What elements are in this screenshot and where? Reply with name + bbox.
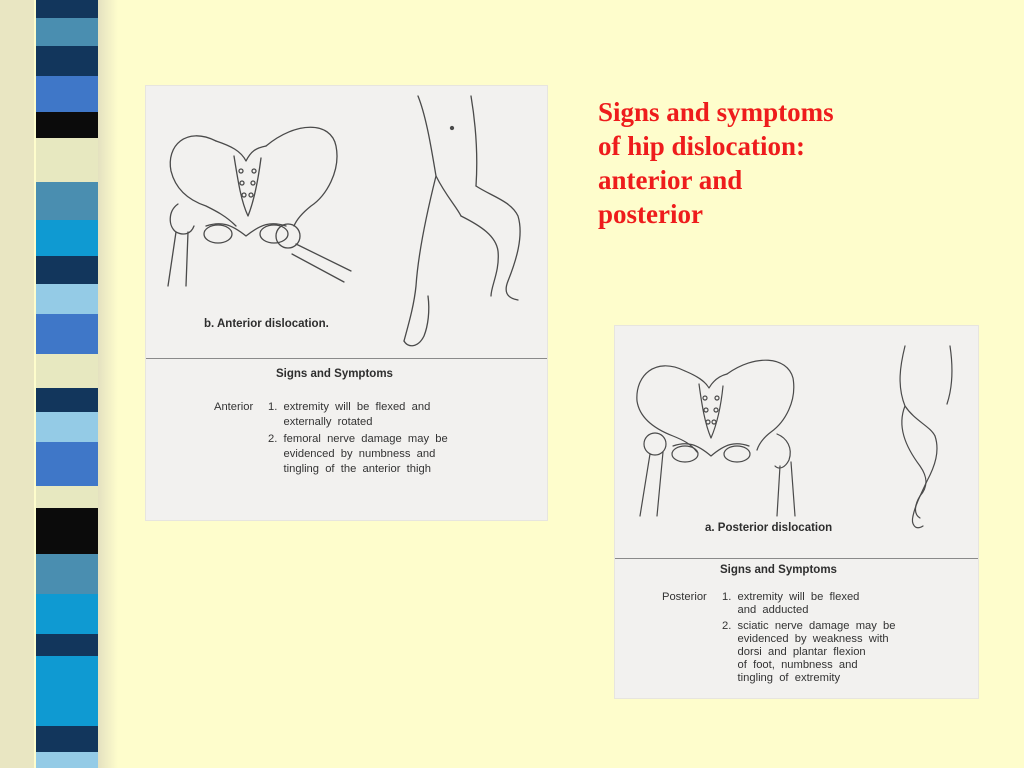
title-line: Signs and symptoms [598,97,834,127]
anterior-sign-line: 1. extremity will be flexed and [268,401,431,413]
anterior-caption: b. Anterior dislocation. [204,318,329,330]
anterior-sign-line: 2. femoral nerve damage may be [268,433,448,445]
anterior-signs-list [214,400,544,490]
stripe-segment [36,726,98,752]
stripe-segment [36,138,98,182]
stripe-segment [36,412,98,442]
posterior-sign-line: and adducted [722,604,809,616]
posterior-sign-line: 1. extremity will be flexed [722,591,860,603]
stripe-shadow [98,0,118,768]
posterior-divider [615,558,978,559]
posterior-caption: a. Posterior dislocation [705,522,833,534]
stripe-segment [36,256,98,284]
posterior-sign-line: evidenced by weakness with [722,633,889,645]
posterior-type-label: Posterior [662,591,707,603]
title-line: posterior [598,199,703,229]
stripe-segment [36,554,98,594]
stripe-segment [36,0,98,18]
stripe-segment [36,486,98,508]
anterior-sign-line: externally rotated [268,416,373,428]
stripe-segment [36,354,98,388]
stripe-segment [36,634,98,656]
anterior-sign-line: evidenced by numbness and [268,448,436,460]
posterior-sign-line: tingling of extremity [722,672,841,684]
stripe-segment [36,112,98,138]
stripe-segment [36,752,98,768]
decorative-stripe-column [0,0,118,768]
stripe-segment [36,656,98,726]
anterior-pelvis-illustration [146,86,547,356]
anterior-signs-heading: Signs and Symptoms [276,368,393,380]
stripe-segment [36,314,98,354]
stripe-edge [0,0,34,768]
stripe-segment [36,76,98,112]
stripe-segment [36,220,98,256]
title-line: of hip dislocation: [598,131,806,161]
posterior-signs-list [662,590,972,700]
stripe-segment [36,508,98,554]
stripe-segment [36,182,98,220]
posterior-sign-line: 2. sciatic nerve damage may be [722,620,896,632]
stripe-segment [36,284,98,314]
posterior-sign-line: dorsi and plantar flexion [722,646,866,658]
anterior-dislocation-figure [146,86,547,520]
anterior-sign-line: tingling of the anterior thigh [268,463,431,475]
posterior-signs-heading: Signs and Symptoms [720,564,837,576]
stripe-segment [36,46,98,76]
anterior-type-label: Anterior [214,401,254,413]
title-line: anterior and [598,165,743,195]
posterior-dislocation-figure [615,326,978,698]
slide-title [598,95,918,231]
stripe-segment [36,594,98,634]
stripe-segment [36,388,98,412]
stripe-segment [36,18,98,46]
posterior-sign-line: of foot, numbness and [722,659,858,671]
anterior-divider [146,358,547,359]
stripe-segment [36,442,98,486]
